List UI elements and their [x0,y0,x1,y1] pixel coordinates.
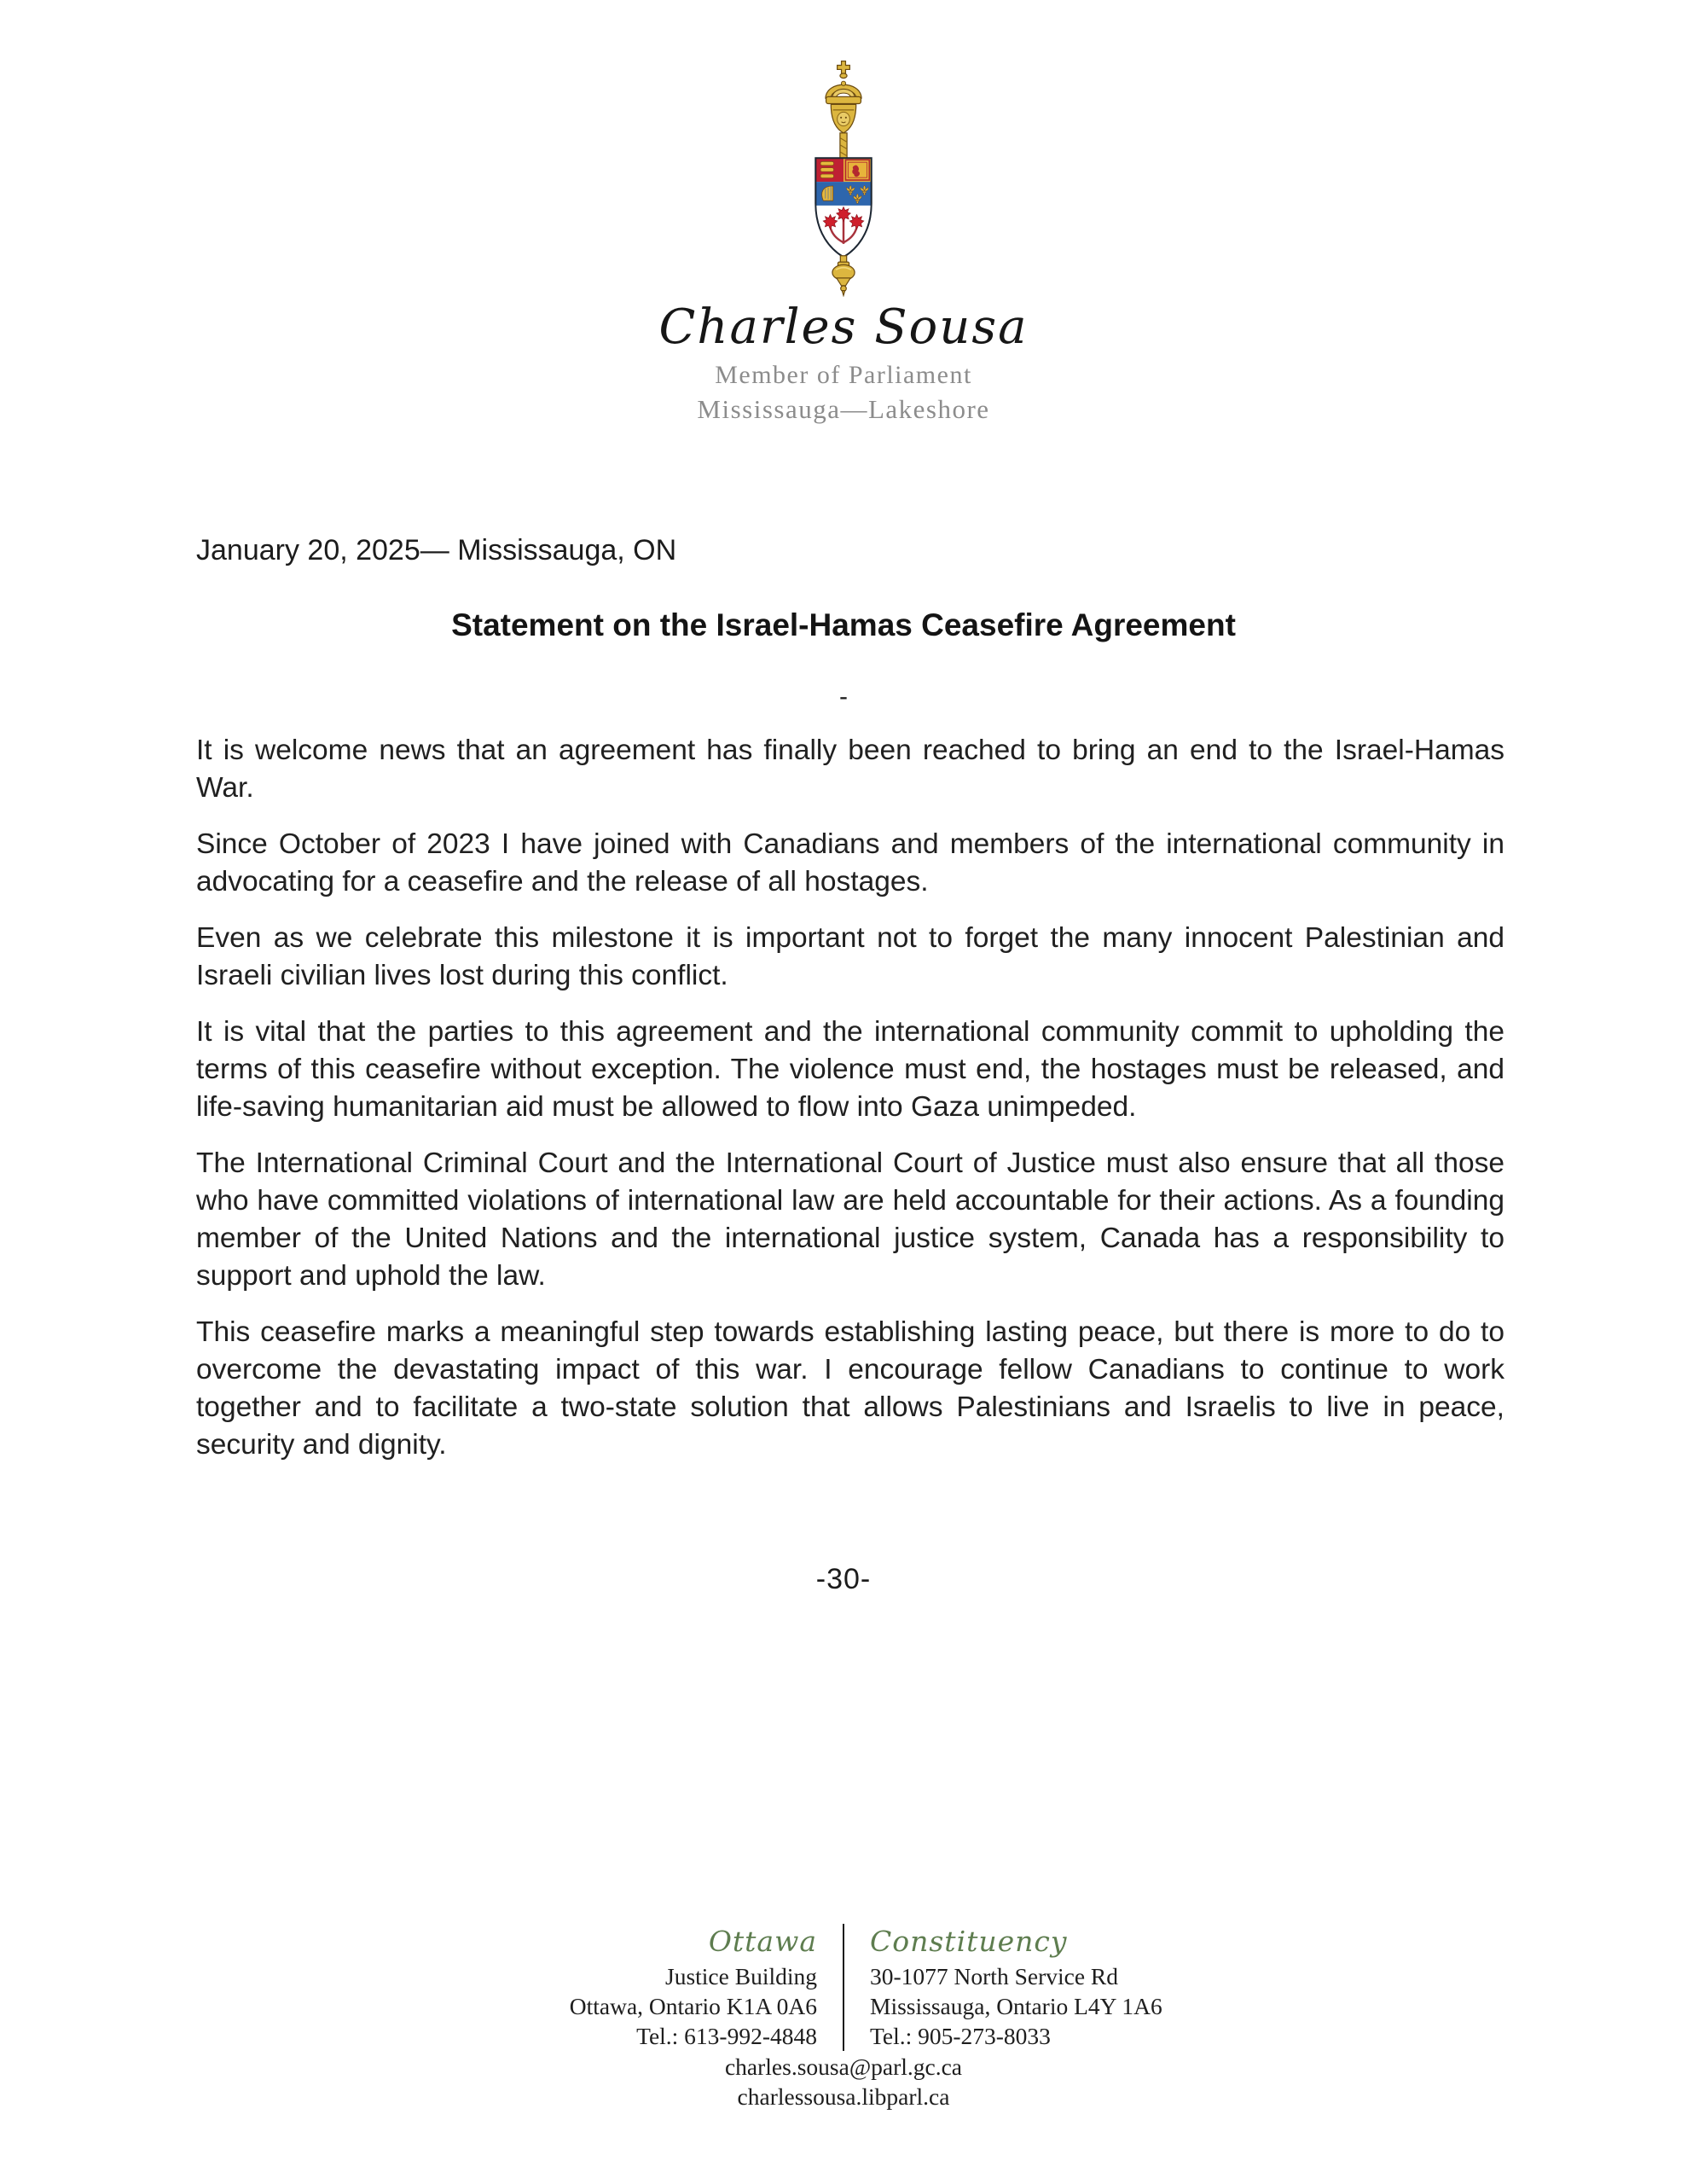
email-address: charles.sousa@parl.gc.ca [724,2053,963,2080]
end-mark-30: -30- [815,1563,872,1595]
ottawa-address-line: Ottawa, Ontario K1A 0A6 [569,1993,817,2019]
contact-footer [0,1924,1687,2051]
ottawa-heading: Ottawa [708,1925,817,1958]
constituency-address-line: Mississauga, Ontario L4Y 1A6 [870,1993,1162,2019]
mp-riding: Mississauga—Lakeshore [697,394,990,424]
constituency-office-block [844,1924,1198,2051]
ottawa-phone: Tel.: 613-992-4848 [636,2023,817,2049]
constituency-phone: Tel.: 905-273-8033 [870,2023,1051,2049]
paragraph: Even as we celebrate this milestone it is important not to forget the many innocent Palestinian and Israeli civilian lives lost during this conflict. [196,922,1504,991]
separator-dash: - [839,682,848,711]
statement-body [196,732,1504,1483]
paragraph: Since October of 2023 I have joined with Canadians and members of the international community in advocating for a ceasefire and the release of all hostages. [196,828,1504,897]
mp-name: Charles Sousa [658,299,1029,355]
footer-contact-links [0,2052,1687,2111]
website-address: charlessousa.libparl.ca [737,2083,950,2110]
mp-role: Member of Parliament [715,361,972,389]
paragraph: This ceasefire marks a meaningful step towards establishing lasting peace, but there is more to do to overcome the devastating impact of this war. I encourage fellow Canadians to continue to work together and to facilitate a two-state solution that allows Palestinians and Israelis to live in peace, security and dignity. [196,1316,1504,1461]
constituency-address-line: 30-1077 North Service Rd [870,1963,1118,1989]
paragraph: The International Criminal Court and the International Court of Justice must also ensure that all those who have committed violations of international law are held accountable for their actions. As a founding member of the United Nations and the international justice system, Canada has a responsibility to support and uphold the law. [196,1147,1504,1292]
letterhead [0,60,1687,425]
constituency-heading: Constituency [870,1925,1068,1958]
dateline: January 20, 2025— Mississauga, ON [196,534,677,566]
ottawa-address-line: Justice Building [665,1963,817,1989]
parliament-mace-crest-icon [801,60,886,297]
paragraph: It is welcome news that an agreement has finally been reached to bring an end to the Israel-Hamas War. [196,735,1504,804]
statement-title: Statement on the Israel-Hamas Ceasefire Agreement [451,607,1236,642]
paragraph: It is vital that the parties to this agreement and the international community commit to upholding the terms of this ceasefire without exception. The violence must end, the hostages must be released, and life-saving humanitarian aid must be allowed to flow into Gaza unimpeded. [196,1016,1504,1123]
ottawa-office-block [489,1924,843,2051]
